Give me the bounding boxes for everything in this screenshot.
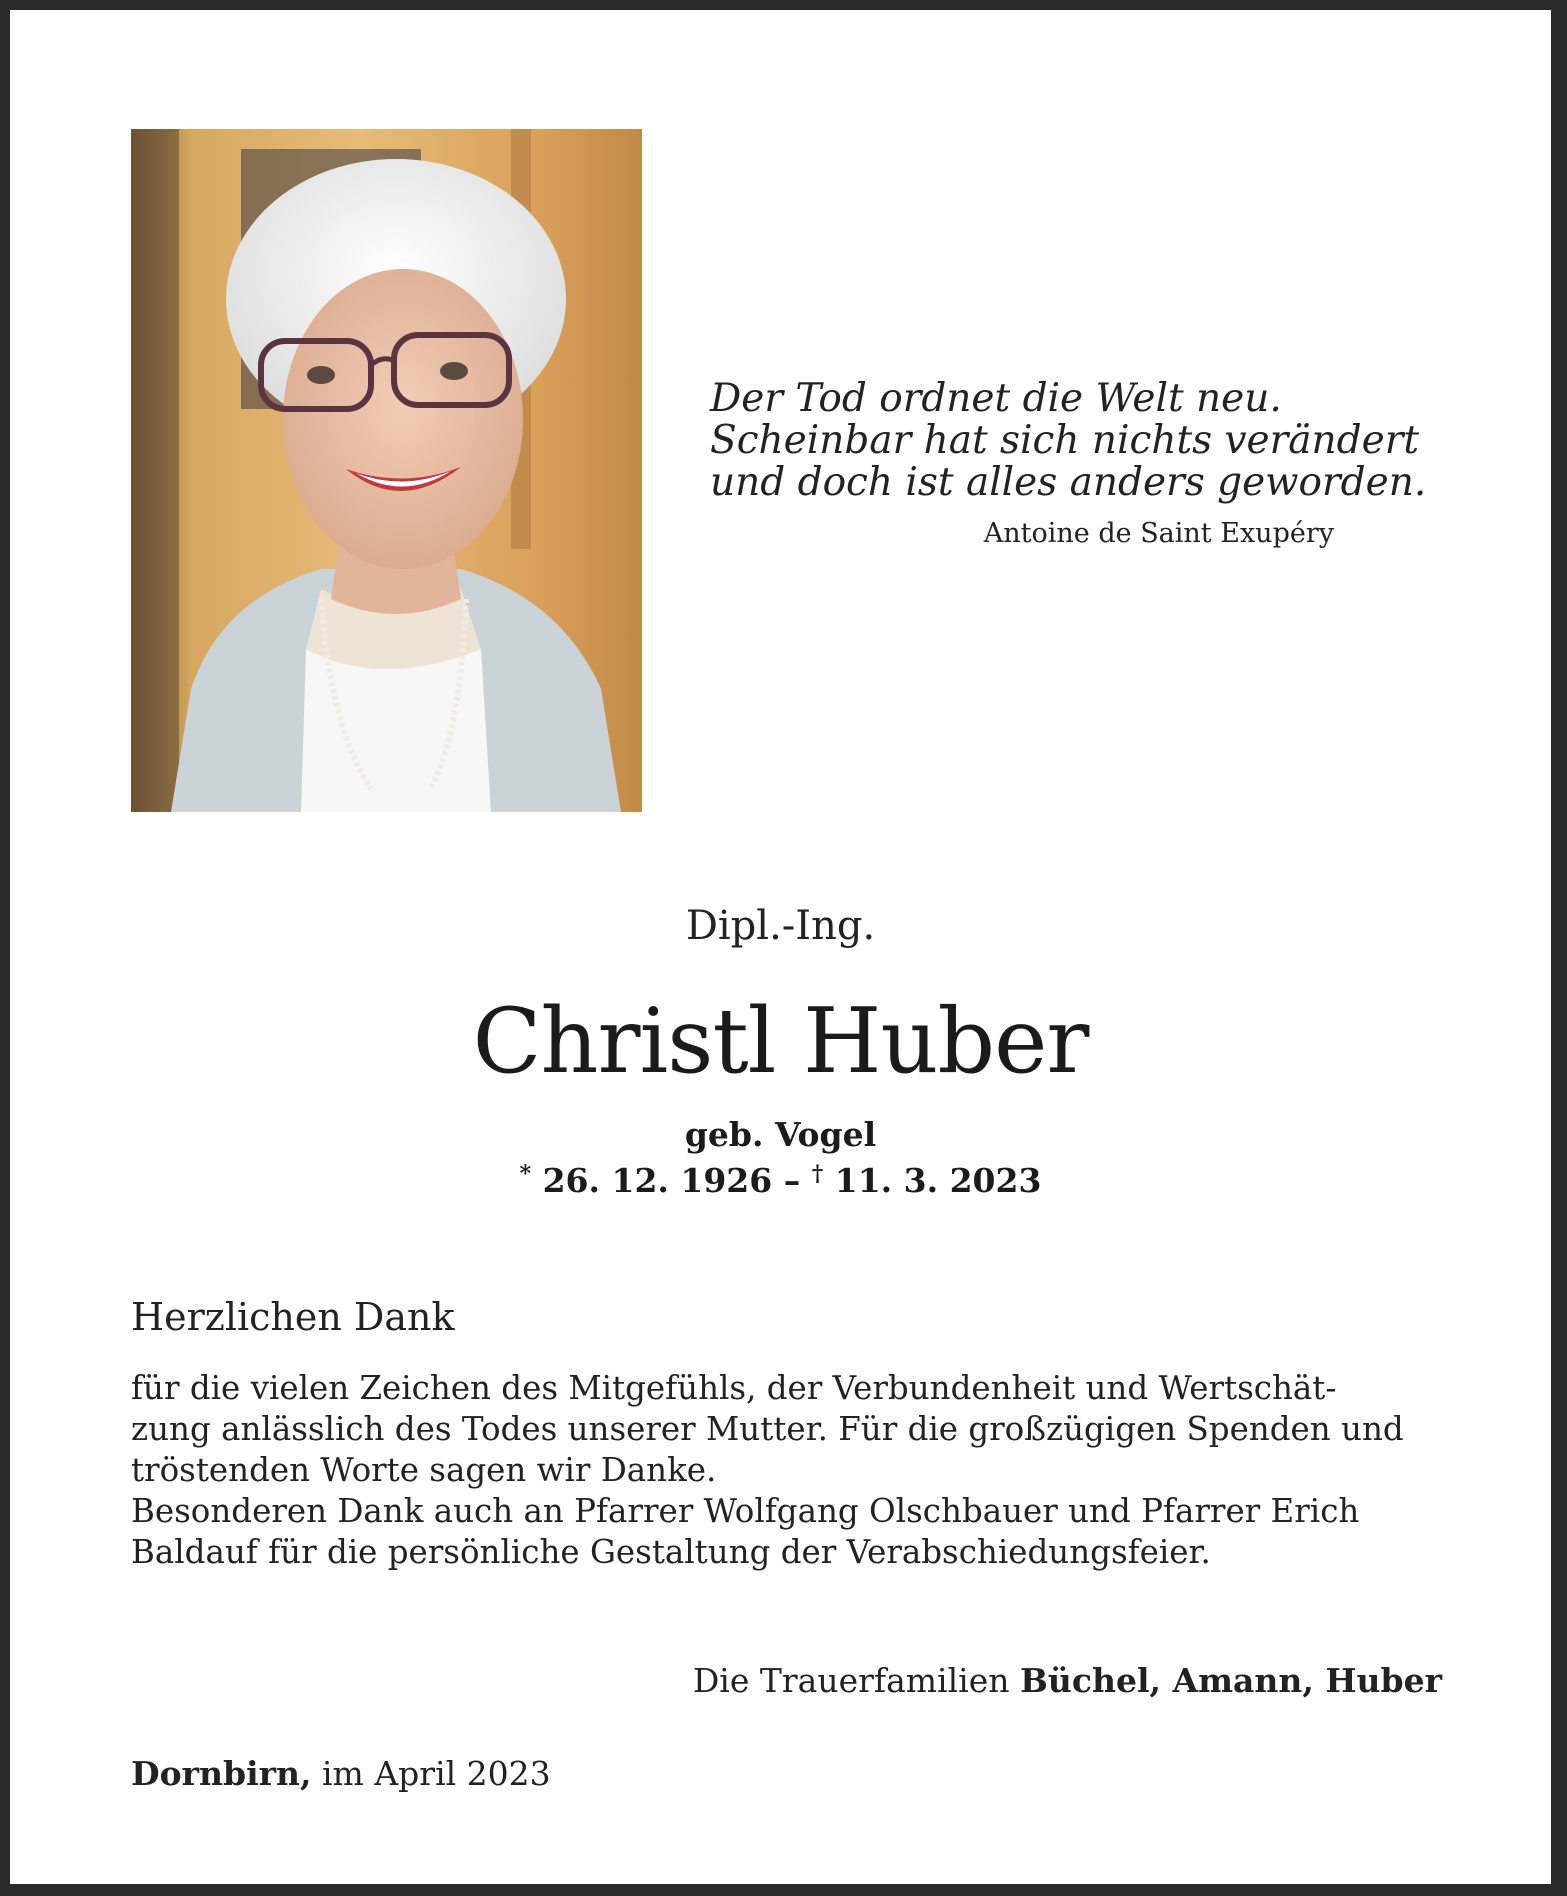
quote-author: Antoine de Saint Exupéry <box>983 518 1334 549</box>
signature <box>10 1661 1442 1700</box>
message-line: Besonderen Dank auch an Pfarrer Wolfgang Olschbauer und Pfarrer Erich <box>131 1492 1360 1530</box>
quote <box>710 376 1427 505</box>
death-date: 11. 3. 2023 <box>834 1161 1042 1200</box>
thanks-message <box>131 1368 1443 1573</box>
quote-line: Der Tod ordnet die Welt neu. <box>710 376 1282 421</box>
quote-line: und doch ist alles anders geworden. <box>710 460 1427 505</box>
obituary-card <box>10 10 1551 1884</box>
date-separator: – <box>783 1161 801 1200</box>
family-names: Büchel, Amann, Huber <box>1020 1661 1442 1700</box>
thanks-heading: Herzlichen Dank <box>131 1295 455 1339</box>
life-dates <box>10 1161 1551 1200</box>
place-date <box>131 1754 551 1793</box>
place: Dornbirn, <box>131 1754 312 1793</box>
deceased-name: Christl Huber <box>472 989 1089 1094</box>
quote-line: Scheinbar hat sich nichts verändert <box>710 418 1420 463</box>
message-line: tröstenden Worte sagen wir Danke. <box>131 1451 717 1489</box>
death-symbol: † <box>811 1161 824 1187</box>
signature-prefix: Die Trauerfamilien <box>692 1661 1010 1700</box>
message-line: Baldauf für die persönliche Gestaltung der Verabschiedungsfeier. <box>131 1533 1211 1571</box>
date: im April 2023 <box>322 1754 551 1793</box>
birth-date: 26. 12. 1926 <box>542 1161 773 1200</box>
maiden-name: geb. Vogel <box>684 1115 877 1154</box>
message-line: zung anlässlich des Todes unserer Mutter. Für die großzügigen Spenden und <box>131 1410 1404 1448</box>
academic-title: Dipl.-Ing. <box>685 903 876 949</box>
message-line: für die vielen Zeichen des Mitgefühls, der Verbundenheit und Wertschät- <box>131 1369 1337 1407</box>
birth-symbol: * <box>519 1161 532 1187</box>
portrait-photo <box>131 129 642 812</box>
